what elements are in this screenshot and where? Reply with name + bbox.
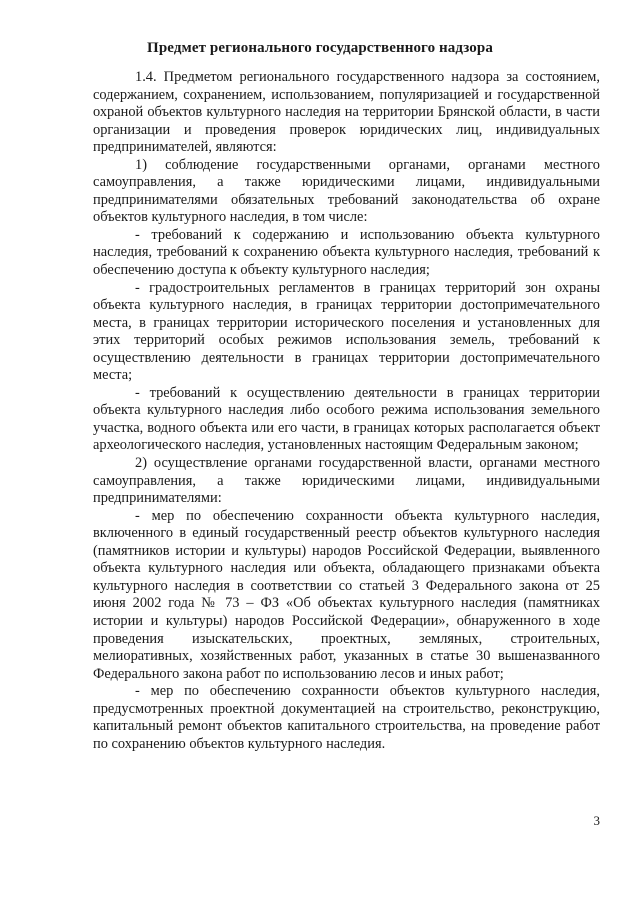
paragraph-item-2-preservation-measures: - мер по обеспечению сохранности объекта культурного наследия, включенного в единый государственный реестр объектов культурного наследия (памятников истории и культуры) народов Российской Федерации, выявленного объекта культурного наследия или объекта, обладающего признаками объекта культурного наследия в соответствии со статьей 3 Федерального закона от 25 июня 2002 года № 73 – ФЗ «Об объектах культурного наследия (памятниках истории и культуры) народов Российской Федерации», обнаруженного в ходе проведения изыскательских, проектных, земляных, строительных, мелиоративных, хозяйственных работ, указанных в статье 30 вышеназванного Федерального закона работ по использованию лесов и иных работ; (93, 507, 600, 682)
page-number: 3 (593, 813, 600, 828)
paragraph-item-1-requirements-maintenance: - требований к содержанию и использованию объекта культурного наследия, требований к сохранению объекта культурного наследия, требований к обеспечению доступа к объекту культурного наследия; (93, 226, 600, 279)
paragraph-item-2: 2) осуществление органами государственной власти, органами местного самоуправления, а также юридическими лицами, индивидуальными предпринимателями: (93, 455, 600, 507)
paragraph-1-4-intro: 1.4. Предметом регионального государственного надзора за состоянием, содержанием, сохранением, использованием, популяризацией и государственной охраной объектов культурного наследия на территории Брянской области, в части организации и проведения проверок юридических лиц, индивидуальных предпринимателей, являются: (93, 69, 600, 156)
paragraph-item-1-activity-requirements: - требований к осуществлению деятельности в границах территории объекта культурного наследия либо особого режима использования земельного участка, водного объекта или его части, в границах которых располагается объект археологического наследия, установленных настоящим Федеральным законом; (93, 384, 600, 454)
document-body (93, 69, 600, 753)
section-heading: Предмет регионального государственного надзора (147, 40, 493, 56)
paragraph-item-1: 1) соблюдение государственными органами, органами местного самоуправления, а также юридическими лицами, индивидуальными предпринимателями обязательных требований законодательства об охране объектов культурного наследия, в том числе: (93, 156, 600, 226)
paragraph-item-1-urban-regulations: - градостроительных регламентов в границах территорий зон охраны объекта культурного наследия, в границах территории достопримечательного места, в границах территории исторического поселения и установленных для этих территорий особых режимов использования земель, требований к осуществлению деятельности в границах территории достопримечательного места; (93, 279, 600, 384)
paragraph-item-2-project-measures: - мер по обеспечению сохранности объектов культурного наследия, предусмотренных проектной документацией на строительство, реконструкцию, капитальный ремонт объектов капитального строительства, на проведение работ по сохранению объектов культурного наследия. (93, 683, 600, 752)
